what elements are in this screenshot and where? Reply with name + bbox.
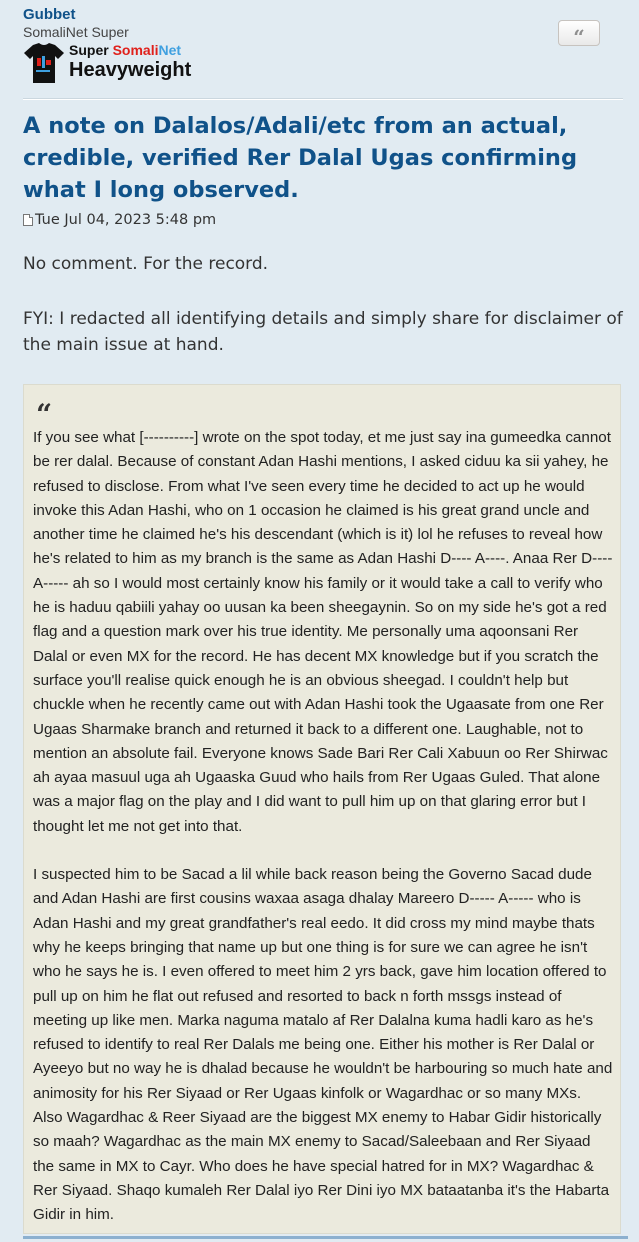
tshirt-icon xyxy=(23,42,65,84)
post-file-icon[interactable] xyxy=(23,214,33,226)
quote-button[interactable]: “ xyxy=(558,20,600,46)
post-container xyxy=(8,0,631,1242)
quote-paragraph: I suspected him to be Sacad a lil while back reason being the Governo Sacad dude and Adan Hashi are first cousins waxaa asaga dhalay Mareero D----- A----- who is Adan Hashi and my great grandfather's real eedo. It did cross my mind maybe thats why he keeps bringing that name up but one thing is for sure we can agree he isn't who he says he is. I even offered to meet him 2 yrs back, gave him location offered to pull up on him he flat out refused and resorted to back n forth mssgs instead of meeting up like men. Marka naguma matalo af Rer Dalalna kuma hadli karo as he's refused to identify to real Rer Dalals me being one. Either his mother is Rer Dalal or Ayeeyo but no way he is dhalad because he wouldn't be harbouring so much hate and animosity for his Rer Siyaad or Rer Ugaas kinfolk or Wagardhac or so many MXs. Also Wagardhac & Reer Siyaad are the biggest MX enemy to Habar Gidir historically so maah? Wagardhac as the main MX enemy to Sacad/Saleebaan and Rer Siyaad the same in MX to Cayr. Who does he have special hatred for in MX? Wagardhac & Rer Siyaad. Shaqo kumaleh Rer Dalal iyo Rer Dini iyo MX bataatanba it's the Habarta Gidir in him. xyxy=(33,866,613,1224)
author-rank-title: SomaliNet Super xyxy=(23,24,129,40)
quoted-text xyxy=(33,426,613,1228)
rank-badge-image xyxy=(23,42,213,86)
header-divider xyxy=(23,98,623,100)
post-author xyxy=(23,6,213,86)
quote-mark-icon: “ xyxy=(36,398,53,431)
quoted-block xyxy=(23,384,621,1234)
post-timestamp xyxy=(23,212,216,228)
post-paragraph: FYI: I redacted all identifying details and simply share for disclaimer of the main issue at hand. xyxy=(23,309,623,355)
post-paragraph: No comment. For the record. xyxy=(23,254,269,274)
post-date: Tue Jul 04, 2023 5:48 pm xyxy=(35,212,217,228)
post-bottom-border xyxy=(23,1236,628,1239)
quote-paragraph: If you see what [----------] wrote on the spot today, et me just say ina gumeedka cannot be rer dalal. Because of constant Adan Hashi mentions, I asked ciduu ka sii yahey, he refused to disclose. From what I've seen every time he decided to act up he would invoke this Adan Hashi, who on 1 occasion he claimed is his great grand uncle and another time he claimed he's his descendant (which is it) lol he refuses to reveal how he's related to him as my branch is the same as Adan Hashi D---- A----. Anaa Rer D---- A----- ah so I would most certainly know his family or it would take a call to verify who he is haduu qabiili yahay oo uusan ka been sheegaynin. So on my side he's got a red flag and a question mark over his true identity. Me personally uma aqoonsani Rer Dalal or even MX for the record. He has decent MX knowledge but if you scratch the surface you'll realise quick enough he is an obvious sheegad. I couldn't help but chuckle when he recently came out with Adan Hashi took the Ugaasate from one Rer Ugaas Sharmake branch and returned it back to a different one. Laughable, not to mention an absolute fail. Everyone knows Sade Bari Rer Cali Xabuun oo Rer Shirwac ah ayaa masuul uga ah Ugaaska Guud who hails from Rer Ugaas Guled. That alone was a major flag on the play and I did want to pull him up on that glaring error but I thought let me not get into that. xyxy=(33,429,613,835)
post-title[interactable]: A note on Dalalos/Adali/etc from an actual, credible, verified Rer Dalal Ugas confirming what I long observed. xyxy=(23,113,578,203)
badge-line-1: Super SomaliNet xyxy=(69,42,182,58)
badge-line-2: Heavyweight xyxy=(69,59,192,81)
author-username[interactable]: Gubbet xyxy=(23,6,76,23)
